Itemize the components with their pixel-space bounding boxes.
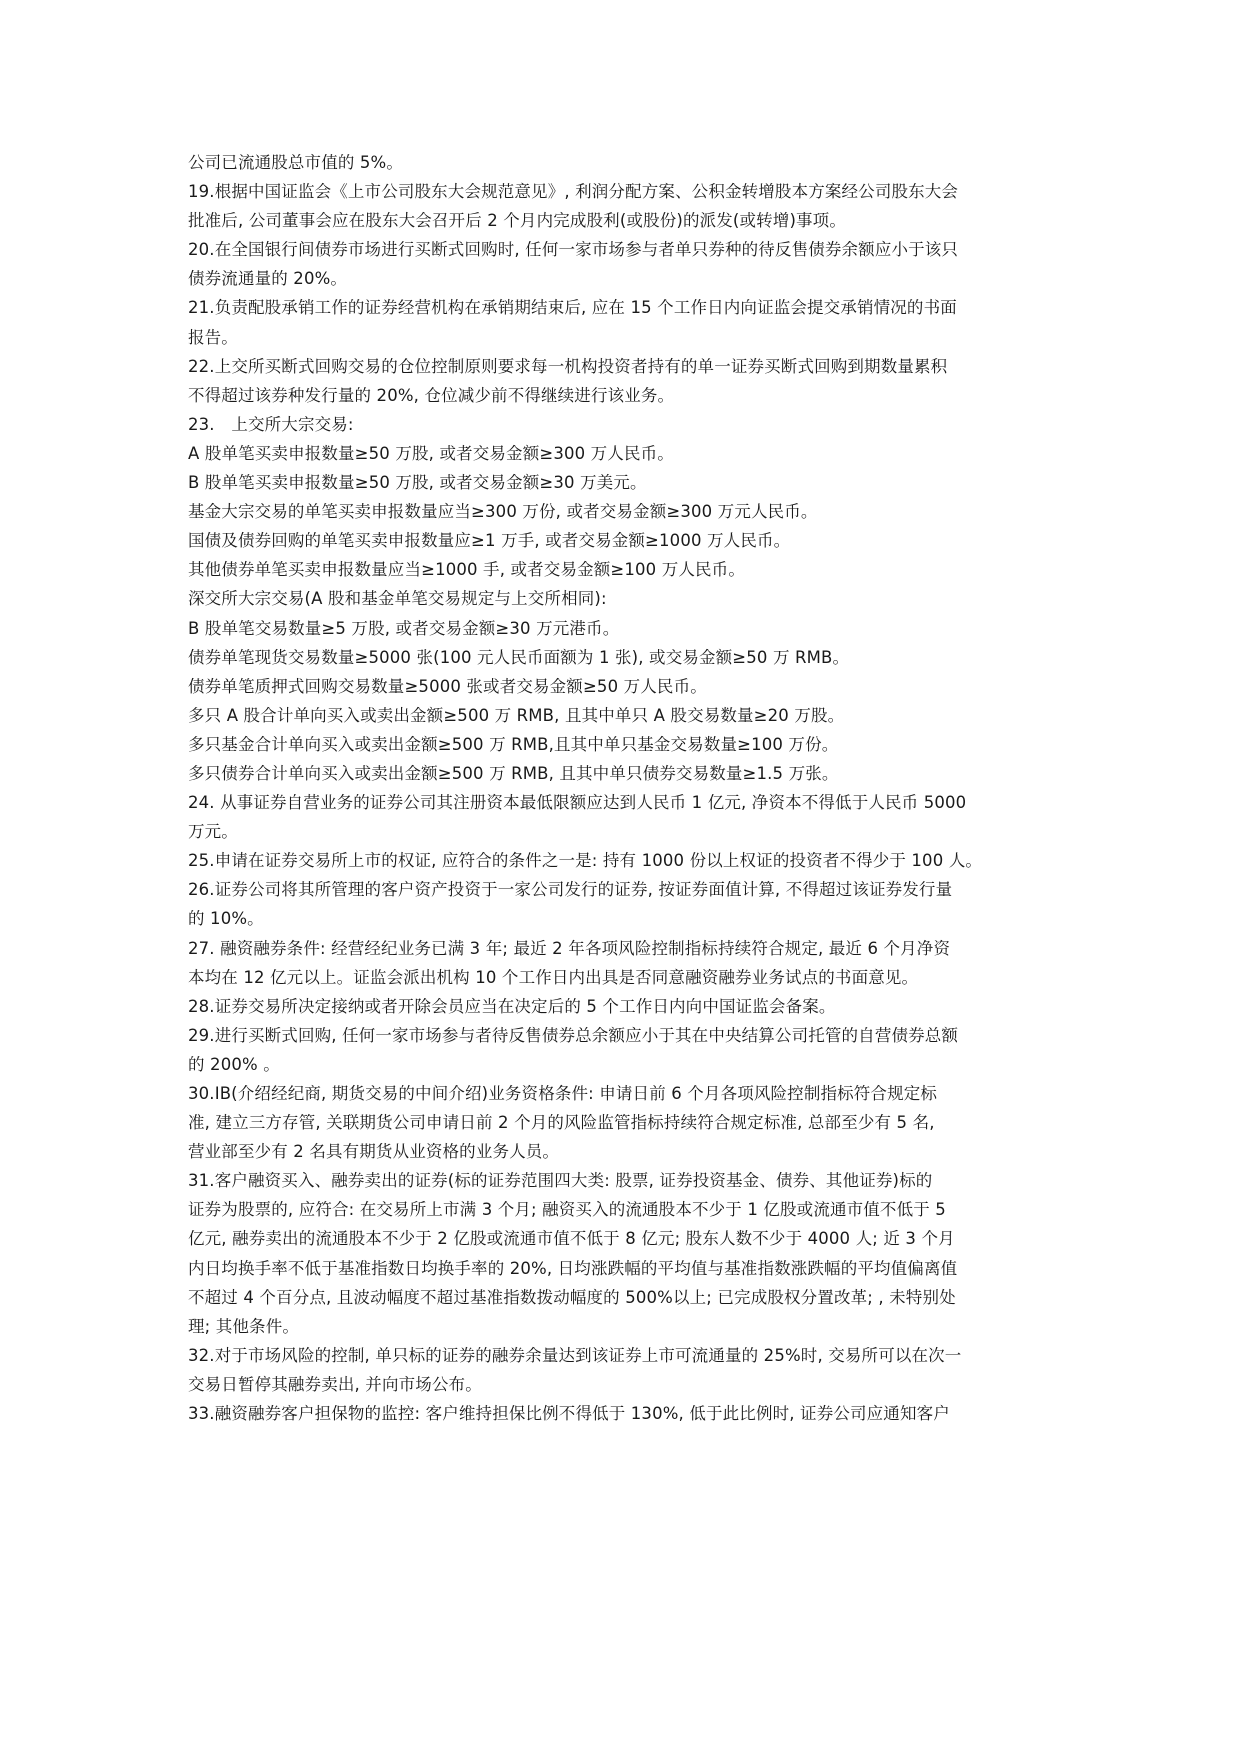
text-line: 25.申请在证券交易所上市的权证, 应符合的条件之一是: 持有 1000 份以上权证的投资者不得少于 100 人。 [188,851,983,871]
text-line: 32.对于市场风险的控制, 单只标的证券的融券余量达到该证券上市可流通量的 25%时, 交易所可以在次一 [188,1345,962,1365]
text-line: 内日均换手率不低于基准指数日均换手率的 20%, 日均涨跌幅的平均值与基准指数涨跌幅的平均值偏离值 [188,1258,958,1278]
text-line: 债券单笔现货交易数量≥5000 张(100 元人民币面额为 1 张), 或交易金额≥50 万 RMB。 [188,647,850,667]
text-line: 其他债券单笔买卖申报数量应当≥1000 手, 或者交易金额≥100 万人民币。 [188,560,745,580]
text-line: B 股单笔交易数量≥5 万股, 或者交易金额≥30 万元港币。 [188,618,620,638]
text-line: 本均在 12 亿元以上。证监会派出机构 10 个工作日内出具是否同意融资融券业务试点的书面意见。 [188,967,919,987]
text-line: 多只基金合计单向买入或卖出金额≥500 万 RMB,且其中单只基金交易数量≥100 万份。 [188,734,839,754]
text-line: 不得超过该券种发行量的 20%, 仓位减少前不得继续进行该业务。 [188,385,675,405]
text-line: 31.客户融资买入、融券卖出的证券(标的证券范围四大类: 股票, 证券投资基金、债券、其他证券)标的 [188,1171,933,1191]
text-line: 万元。 [188,822,238,842]
text-line: 29.进行买断式回购, 任何一家市场参与者待反售债券总余额应小于其在中央结算公司托管的自营债券总额 [188,1025,959,1045]
text-line: 证券为股票的, 应符合: 在交易所上市满 3 个月; 融资买入的流通股本不少于 1 亿股或流通市值不低于 5 [188,1200,946,1220]
text-line: 债券单笔质押式回购交易数量≥5000 张或者交易金额≥50 万人民币。 [188,676,707,696]
text-line: 27. 融资融券条件: 经营经纪业务已满 3 年; 最近 2 年各项风险控制指标持续符合规定, 最近 6 个月净资 [188,938,951,958]
text-line: 营业部至少有 2 名具有期货从业资格的业务人员。 [188,1142,560,1162]
document-page [188,148,1063,1428]
text-line: 交易日暂停其融券卖出, 并向市场公布。 [188,1374,482,1394]
text-line: 深交所大宗交易(A 股和基金单笔交易规定与上交所相同): [188,589,607,609]
text-line: 多只债券合计单向买入或卖出金额≥500 万 RMB, 且其中单只债券交易数量≥1.5 万张。 [188,763,839,783]
text-line: 基金大宗交易的单笔买卖申报数量应当≥300 万份, 或者交易金额≥300 万元人民币。 [188,502,818,522]
text-line: 19.根据中国证监会《上市公司股东大会规范意见》, 利润分配方案、公积金转增股本方案经公司股东大会 [188,182,959,202]
text-line: 国债及债券回购的单笔买卖申报数量应≥1 万手, 或者交易金额≥1000 万人民币。 [188,531,791,551]
text-line: 的 200% 。 [188,1054,280,1074]
text-line: 20.在全国银行间债券市场进行买断式回购时, 任何一家市场参与者单只券种的待反售债券余额应小于该只 [188,240,959,260]
text-line: 28.证券交易所决定接纳或者开除会员应当在决定后的 5 个工作日内向中国证监会备案。 [188,996,836,1016]
text-line: 债券流通量的 20%。 [188,269,348,289]
text-line: 30.IB(介绍经纪商, 期货交易的中间介绍)业务资格条件: 申请日前 6 个月各项风险控制指标符合规定标 [188,1084,938,1103]
text-line: 报告。 [188,327,238,347]
text-line: 22.上交所买断式回购交易的仓位控制原则要求每一机构投资者持有的单一证券买断式回购到期数量累积 [188,356,948,376]
text-line: 批准后, 公司董事会应在股东大会召开后 2 个月内完成股利(或股份)的派发(或转增)事项。 [188,211,846,231]
text-line: 21.负责配股承销工作的证券经营机构在承销期结束后, 应在 15 个工作日内向证监会提交承销情况的书面 [188,298,957,318]
text-line: 公司已流通股总市值的 5%。 [188,153,404,172]
text-line: 多只 A 股合计单向买入或卖出金额≥500 万 RMB, 且其中单只 A 股交易数量≥20 万股。 [188,705,845,725]
text-line: 的 10%。 [188,909,264,929]
text-line: 24. 从事证券自营业务的证券公司其注册资本最低限额应达到人民币 1 亿元, 净资本不得低于人民币 5000 [188,793,967,813]
text-line: 26.证券公司将其所管理的客户资产投资于一家公司发行的证券, 按证券面值计算, 不得超过该证券发行量 [188,880,953,900]
text-line: B 股单笔买卖申报数量≥50 万股, 或者交易金额≥30 万美元。 [188,473,647,493]
text-line: 33.融资融券客户担保物的监控: 客户维持担保比例不得低于 130%, 低于此比例时, 证券公司应通知客户 [188,1404,950,1424]
text-line: A 股单笔买卖申报数量≥50 万股, 或者交易金额≥300 万人民币。 [188,443,674,463]
text-line: 准, 建立三方存管, 关联期货公司申请日前 2 个月的风险监管指标持续符合规定标准, 总部至少有 5 名, [188,1113,935,1133]
text-line: 亿元, 融券卖出的流通股本不少于 2 亿股或流通市值不低于 8 亿元; 股东人数不少于 4000 人; 近 3 个月 [188,1229,955,1249]
text-line: 23. 上交所大宗交易: [188,414,354,434]
text-line: 理; 其他条件。 [188,1316,300,1336]
text-line: 不超过 4 个百分点, 且波动幅度不超过基准指数拨动幅度的 500%以上; 已完成股权分置改革; , 未特别处 [188,1287,956,1307]
